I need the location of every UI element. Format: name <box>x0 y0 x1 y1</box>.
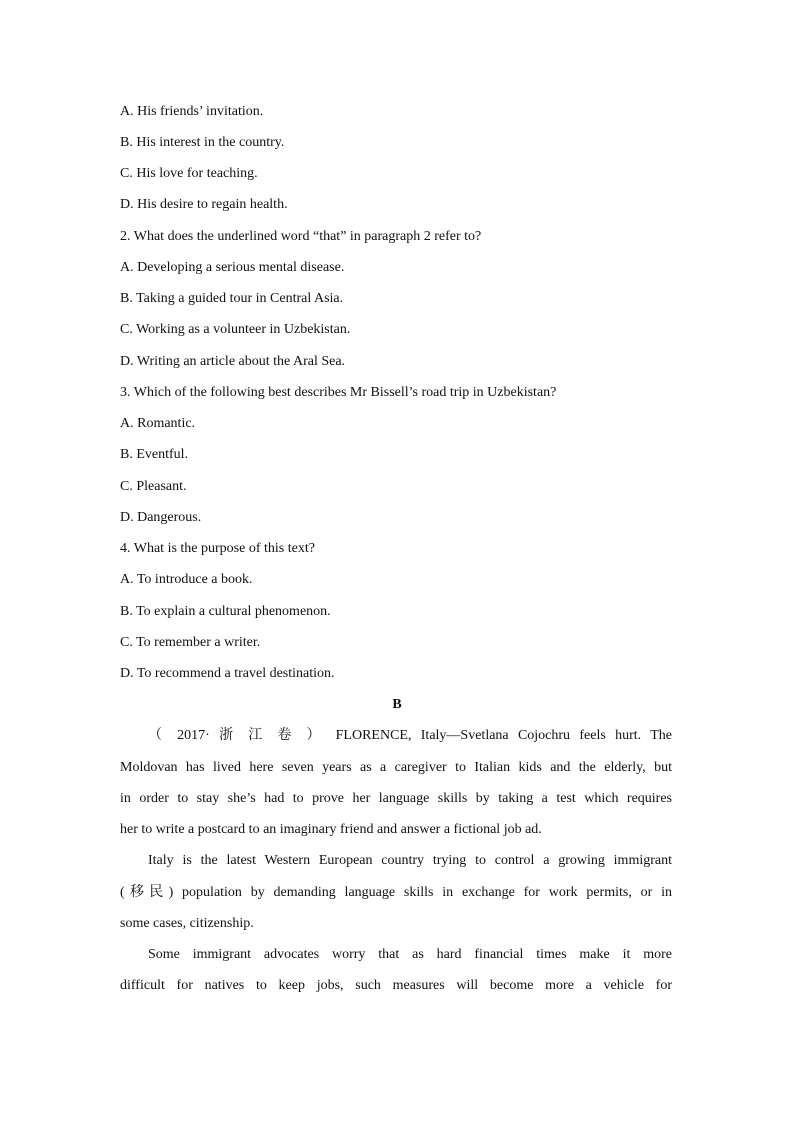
paragraph-3-line-2: difficult for natives to keep jobs, such measures will become more a vehicle for <box>120 978 672 993</box>
paragraph-2-line-2: (移民) population by demanding language skills in exchange for work permits, or in <box>120 885 672 900</box>
q4-option-a: A. To introduce a book. <box>120 572 253 587</box>
q2-option-c: C. Working as a volunteer in Uzbekistan. <box>120 322 351 337</box>
paragraph-2-line-3: some cases, citizenship. <box>120 916 254 931</box>
q3-option-d: D. Dangerous. <box>120 510 202 525</box>
q2-option-a: A. Developing a serious mental disease. <box>120 260 345 275</box>
q4-option-b: B. To explain a cultural phenomenon. <box>120 604 331 619</box>
q2-question <box>120 228 481 246</box>
q4-option-d: D. To recommend a travel destination. <box>120 666 335 681</box>
q1-option-b: B. His interest in the country. <box>120 135 285 150</box>
q1-option-c: C. His love for teaching. <box>120 166 258 181</box>
q4-question: 4. What is the purpose of this text? <box>120 541 315 556</box>
paragraph-1-line-3: in order to stay she’s had to prove her language skills by taking a test which requires <box>120 791 672 806</box>
q3-option-a: A. Romantic. <box>120 416 196 431</box>
paragraph-1-line-4: her to write a postcard to an imaginary friend and answer a fictional job ad. <box>120 822 542 837</box>
q2-underlined-word: that <box>319 229 341 244</box>
q2-option-d: D. Writing an article about the Aral Sea. <box>120 354 346 369</box>
q1-option-a: A. His friends’ invitation. <box>120 104 264 119</box>
paragraph-1-line-2: Moldovan has lived here seven years as a caregiver to Italian kids and the elderly, but <box>120 760 672 775</box>
q2-suffix: ” in paragraph 2 refer to? <box>340 229 482 244</box>
paragraph-2-line-1: Italy is the latest Western European country trying to control a growing immigrant <box>148 853 672 868</box>
q4-option-c: C. To remember a writer. <box>120 635 261 650</box>
q1-option-d: D. His desire to regain health. <box>120 197 288 212</box>
q3-option-c: C. Pleasant. <box>120 479 187 494</box>
paragraph-1-line-1: （ 2017· 浙 江 卷 ） FLORENCE, Italy—Svetlana Cojochru feels hurt. The <box>148 728 672 743</box>
section-b-heading: B <box>392 697 402 712</box>
q2-option-b: B. Taking a guided tour in Central Asia. <box>120 291 344 306</box>
paragraph-3-line-1: Some immigrant advocates worry that as hard financial times make it more <box>148 947 672 962</box>
q3-option-b: B. Eventful. <box>120 447 189 462</box>
q2-prefix: 2. What does the underlined word “ <box>120 229 320 244</box>
q3-question: 3. Which of the following best describes Mr Bissell’s road trip in Uzbekistan? <box>120 385 557 400</box>
